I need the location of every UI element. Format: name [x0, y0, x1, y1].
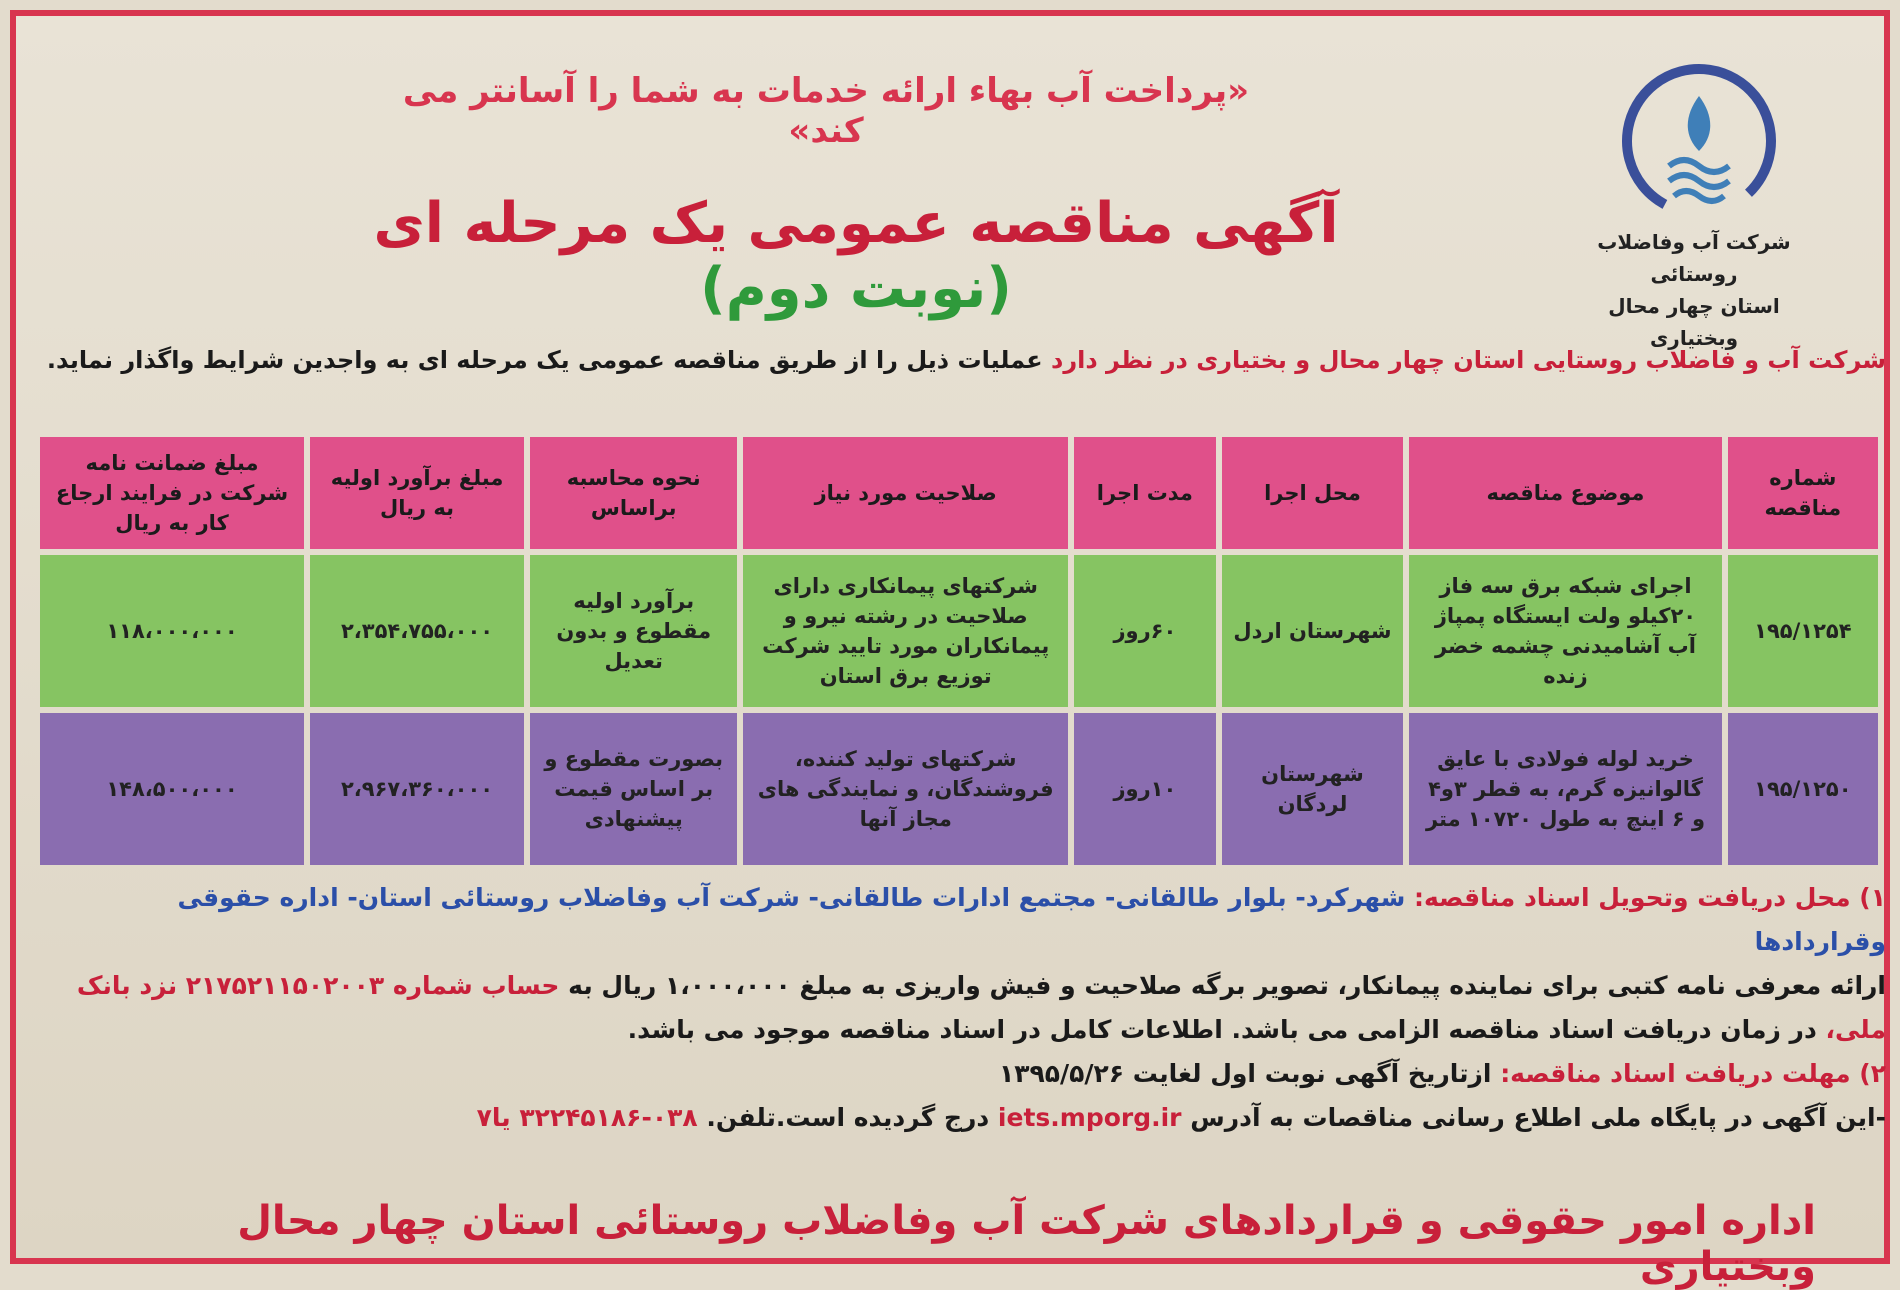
- note-3-text-a: -این آگهی در پایگاه ملی اطلاع رسانی مناقصات به آدرس: [1190, 1103, 1886, 1132]
- header-number: شماره مناقصه: [1728, 437, 1878, 549]
- note-1-account: حساب شماره ۲۱۷۵۲۱۱۵۰۲۰۰۳ نزد بانک ملی،: [76, 971, 1886, 1044]
- title-sub: (نوبت دوم): [700, 256, 1012, 321]
- footer-signature: اداره امور حقوقی و قراردادهای شرکت آب وفاضلاب روستائی استان چهار محال وبختیاری: [237, 1198, 1816, 1290]
- header-subject: موضوع مناقصه: [1409, 437, 1721, 549]
- title-main: آگهی مناقصه عمومی یک مرحله ای: [373, 191, 1339, 256]
- header-duration: مدت اجرا: [1074, 437, 1216, 549]
- company-logo-icon: [1614, 56, 1784, 226]
- note-3-text-b: درج گردیده است.تلفن.: [706, 1103, 990, 1132]
- intro-part1: شرکت آب و فاضلاب روستایی استان چهار محال و بختیاری در نظر دارد: [1051, 346, 1886, 374]
- note-3-phone: ۰۳۸-۳۲۲۴۵۱۸۶ یا۷: [476, 1103, 698, 1132]
- header-calc: نحوه محاسبه براساس: [530, 437, 737, 549]
- page-title: [356, 191, 1356, 321]
- company-name: [1564, 226, 1824, 354]
- cell-number: ۱۹۵/۱۲۵۰: [1728, 713, 1878, 865]
- cell-location: شهرستان اردل: [1222, 555, 1404, 707]
- table-row: [40, 555, 1878, 707]
- note-3: [46, 1096, 1886, 1140]
- cell-calc: برآورد اولیه مقطوع و بدون تعدیل: [530, 555, 737, 707]
- note-3-url[interactable]: iets.mporg.ir: [997, 1103, 1182, 1132]
- note-1-body-b: در زمان دریافت اسناد مناقصه الزامی می باشد. اطلاعات کامل در اسناد مناقصه موجود می باشد.: [627, 1015, 1817, 1044]
- cell-number: ۱۹۵/۱۲۵۴: [1728, 555, 1878, 707]
- company-line1: شرکت آب وفاضلاب روستائی: [1597, 230, 1791, 286]
- note-2-text: ازتاریخ آگهی نوبت اول لغایت ۱۳۹۵/۵/۲۶: [998, 1059, 1492, 1088]
- company-line2: استان چهار محال وبختیاری: [1608, 294, 1780, 350]
- header-guarantee: مبلغ ضمانت نامه شرکت در فرایند ارجاع کار به ریال: [40, 437, 304, 549]
- cell-calc: بصورت مقطوع و بر اساس قیمت پیشنهادی: [530, 713, 737, 865]
- cell-location: شهرستان لردگان: [1222, 713, 1404, 865]
- header-location: محل اجرا: [1222, 437, 1404, 549]
- table-header-row: [40, 437, 1878, 549]
- note-1-label: ۱) محل دریافت وتحویل اسناد مناقصه:: [1414, 883, 1886, 912]
- cell-duration: ۱۰روز: [1074, 713, 1216, 865]
- cell-qualification: شرکتهای پیمانکاری دارای صلاحیت در رشته نیرو و پیمانکاران مورد تایید شرکت توزیع برق استان: [743, 555, 1068, 707]
- notes-section: [46, 876, 1886, 1140]
- table-row: [40, 713, 1878, 865]
- cell-duration: ۶۰روز: [1074, 555, 1216, 707]
- note-1-body-a: ارائه معرفی نامه کتبی برای نماینده پیمانکار، تصویر برگه صلاحیت و فیش واریزی به مبلغ ۱،۰۰۰،۰۰۰ ریال به: [568, 971, 1886, 1000]
- intro-paragraph: [46, 346, 1886, 374]
- note-2-label: ۲) مهلت دریافت اسناد مناقصه:: [1500, 1059, 1886, 1088]
- header-estimate: مبلغ برآورد اولیه به ریال: [310, 437, 524, 549]
- note-1-address: شهرکرد- بلوار طالقانی- مجتمع ادارات طالقانی- شرکت آب وفاضلاب روستائی استان- اداره حقوقی وقراردادها: [177, 883, 1886, 956]
- tender-table: [34, 431, 1884, 871]
- intro-part2: عملیات ذیل را از طریق مناقصه عمومی یک مرحله ای به واجدین شرایط واگذار نماید.: [46, 346, 1043, 374]
- advertisement-page: [10, 10, 1890, 1290]
- cell-subject: اجرای شبکه برق سه فاز ۲۰کیلو ولت ایستگاه پمپاژ آب آشامیدنی چشمه خضر زنده: [1409, 555, 1721, 707]
- cell-estimate: ۲،۳۵۴،۷۵۵،۰۰۰: [310, 555, 524, 707]
- header-qualification: صلاحیت مورد نیاز: [743, 437, 1068, 549]
- cell-estimate: ۲،۹۶۷،۳۶۰،۰۰۰: [310, 713, 524, 865]
- cell-qualification: شرکتهای تولید کننده، فروشندگان، و نمایندگی های مجاز آنها: [743, 713, 1068, 865]
- cell-subject: خرید لوله فولادی با عایق گالوانیزه گرم، به قطر ۳و۴ و ۶ اینچ به طول ۱۰۷۲۰ متر: [1409, 713, 1721, 865]
- cell-guarantee: ۱۴۸،۵۰۰،۰۰۰: [40, 713, 304, 865]
- note-1-body: [46, 964, 1886, 1052]
- note-2: [46, 1052, 1886, 1096]
- cell-guarantee: ۱۱۸،۰۰۰،۰۰۰: [40, 555, 304, 707]
- slogan: «پرداخت آب بهاء ارائه خدمات به شما را آسانتر می کند»: [402, 71, 1250, 151]
- note-1: [46, 876, 1886, 964]
